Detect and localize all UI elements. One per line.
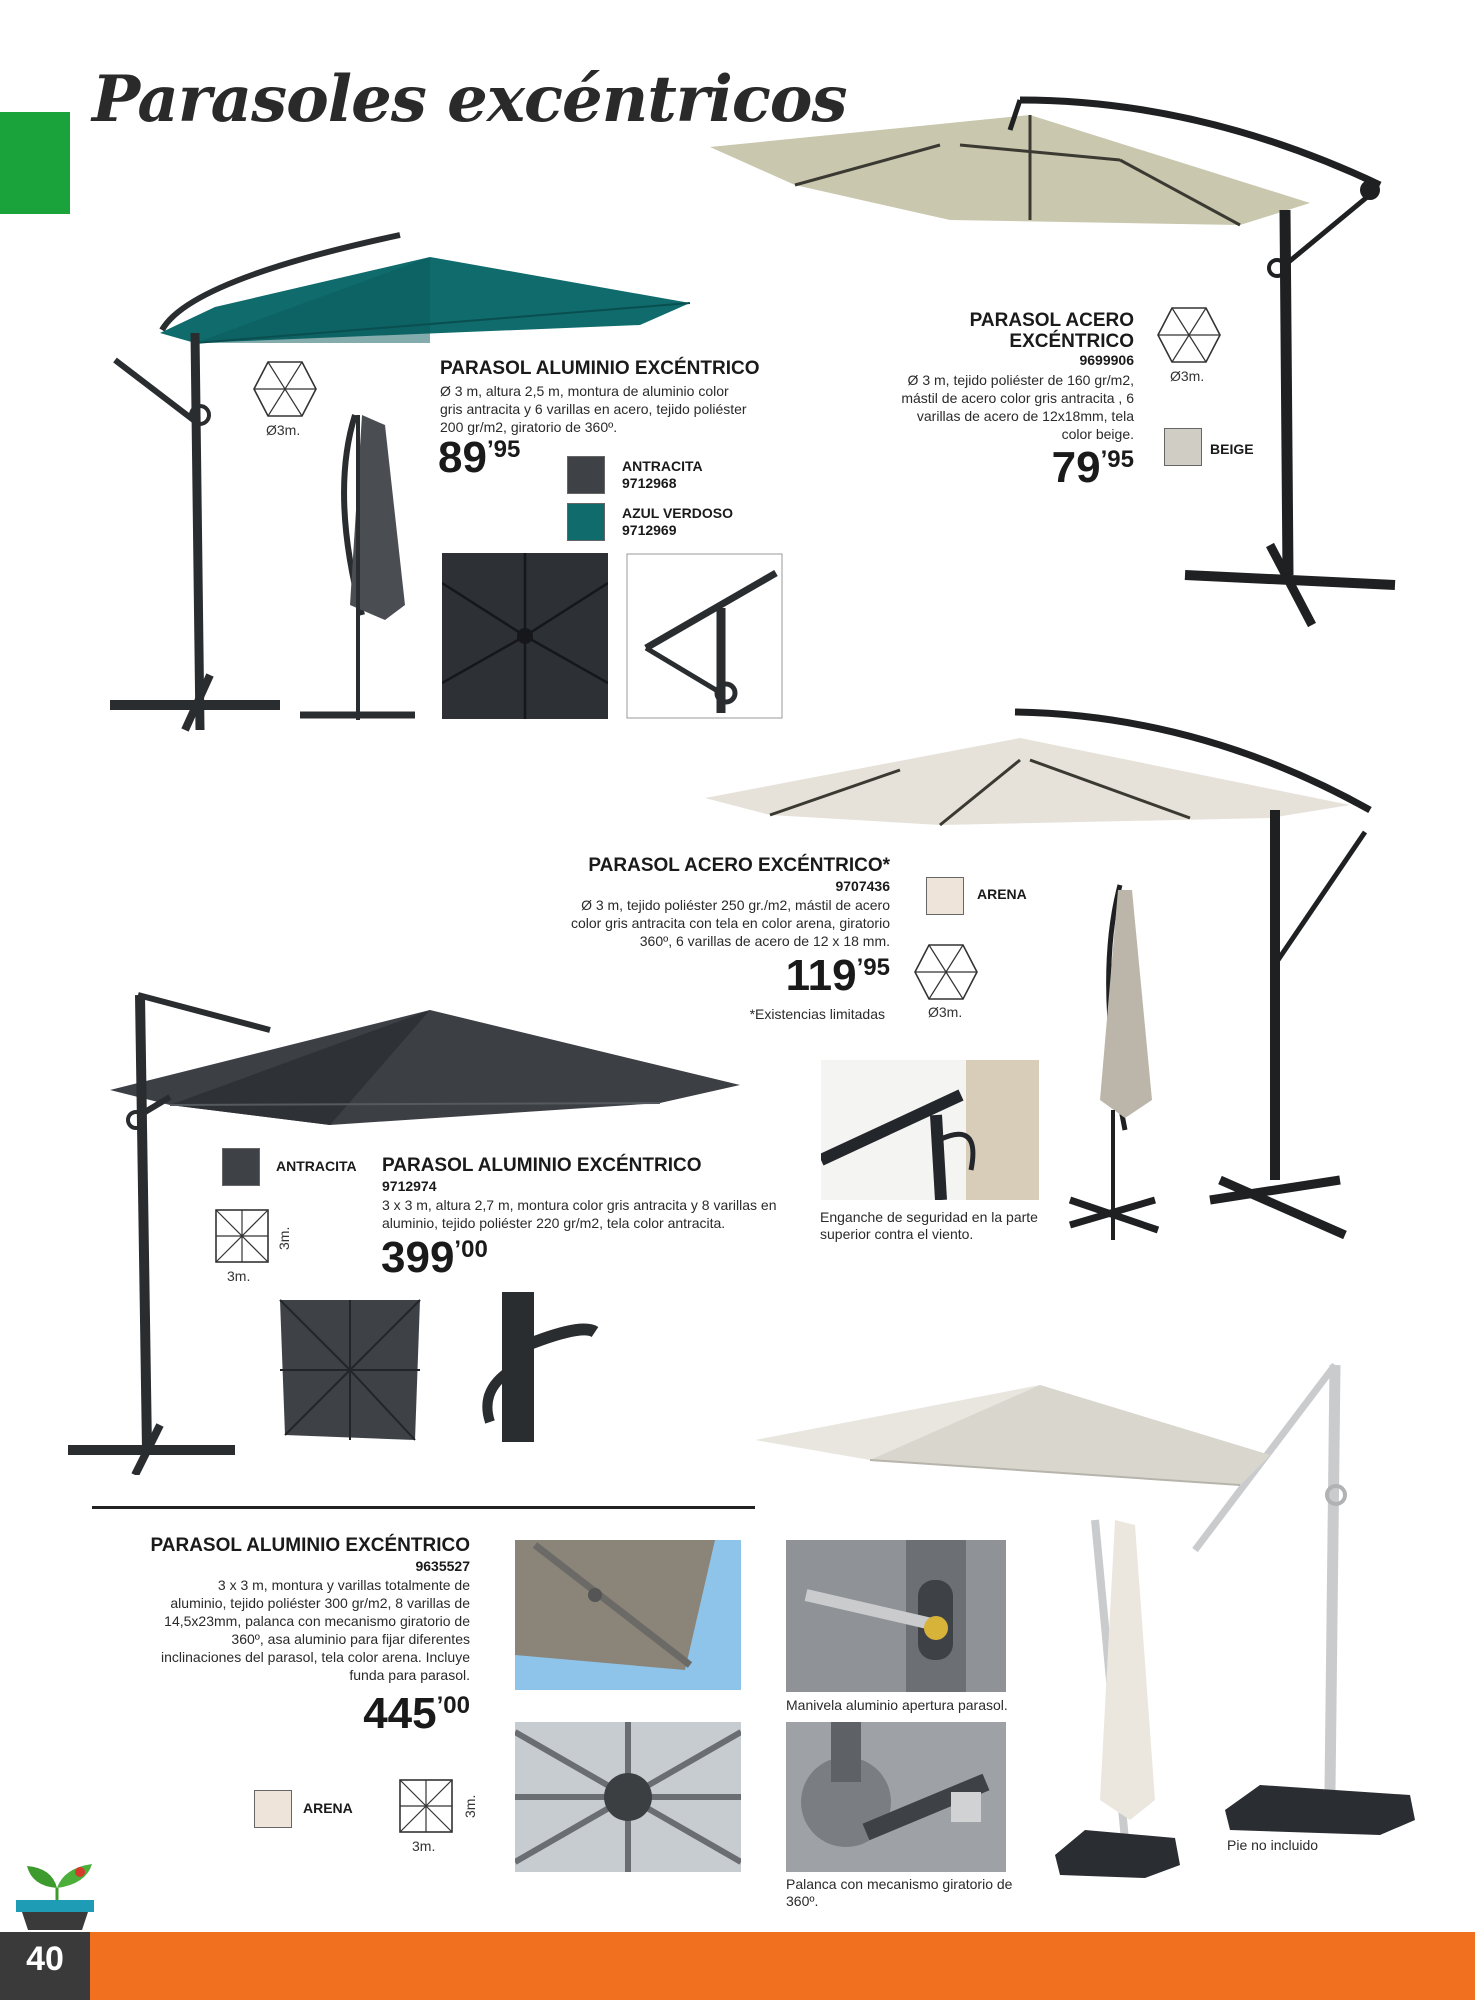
- hexagon-size-icon: [1156, 306, 1222, 364]
- swatch-azul-verdoso: [567, 503, 605, 541]
- lever-caption: Palanca con mecanismo giratorio de 360º.: [786, 1876, 1013, 1909]
- size-width-label: 3m.: [227, 1268, 251, 1284]
- product-description: 3 x 3 m, altura 2,7 m, montura color gris antracita y 8 varillas en aluminio, tejido poliéster 220 gr/m2, tela color antracita.: [382, 1197, 777, 1231]
- variant-label: BEIGE: [1210, 441, 1254, 457]
- product-price: $79^{’95}$: [1051, 443, 1134, 492]
- product-name: PARASOL ACERO EXCÉNTRICO*: [588, 855, 890, 876]
- variant-label: ANTRACITA: [276, 1158, 357, 1174]
- variant-label: ARENA: [303, 1800, 353, 1816]
- arena-square-umbrella-image: [750, 1360, 1450, 1900]
- variant-label: AZUL VERDOSO 9712969: [622, 505, 733, 538]
- size-height-label: 3m.: [462, 1794, 478, 1818]
- footer-bar: [0, 1932, 1475, 2000]
- swatch-antracita: [222, 1148, 260, 1186]
- square-size-icon: [398, 1778, 454, 1834]
- hexagon-size-icon: [252, 360, 318, 418]
- product-description: Ø 3 m, altura 2,5 m, montura de aluminio color gris antracita y 6 varillas en acero, tejido poliéster 200 gr/m2, giratorio de 360º.: [440, 383, 747, 435]
- square-canopy-top-photo: [275, 1295, 425, 1445]
- stock-note: *Existencias limitadas: [749, 1006, 885, 1022]
- product-price: $445^{’00}$: [363, 1689, 470, 1738]
- product-name: PARASOL ALUMINIO EXCÉNTRICO: [440, 358, 760, 379]
- square-size-icon: [214, 1208, 270, 1264]
- section-divider: [92, 1506, 755, 1509]
- canopy-underside-photo: [442, 553, 608, 719]
- product-description: 3 x 3 m, montura y varillas totalmente de aluminio, tejido poliéster 300 gr/m2, 8 varillas de 14,5x23mm, palanca con mecanismo giratorio de 360º, asa aluminio para fijar diferentes inclinaciones del parasol, tela color arena. Incluye funda para parasol.: [161, 1577, 470, 1683]
- size-label: Ø3m.: [266, 422, 301, 438]
- size-width-label: 3m.: [412, 1838, 436, 1854]
- hub-underside-photo: [515, 1722, 741, 1872]
- variant-label: ANTRACITA 9712968: [622, 458, 703, 491]
- variant-label: ARENA: [977, 886, 1027, 902]
- product-price: $119^{’95}$: [785, 951, 890, 1000]
- crank-handle-photo: [480, 1292, 600, 1442]
- product-ref: 9712974: [382, 1178, 437, 1194]
- canopy-sky-photo: [515, 1540, 741, 1690]
- beige-umbrella-image: [700, 85, 1400, 635]
- safety-hook-photo: [821, 1060, 1039, 1200]
- plant-pot-logo: [12, 1858, 98, 1930]
- hexagon-size-icon: [913, 943, 979, 1001]
- product-price: $89^{’95}$: [438, 433, 521, 482]
- page-number: 40: [26, 1940, 64, 1978]
- swatch-arena: [254, 1790, 292, 1828]
- product-description: Ø 3 m, tejido poliéster de 160 gr/m2, mástil de acero color gris antracita , 6 varillas de acero de 12x18mm, tela color beige.: [901, 372, 1134, 442]
- detail-caption: Enganche de seguridad en la parte superior contra el viento.: [820, 1209, 1038, 1242]
- product-name: PARASOL ALUMINIO EXCÉNTRICO: [382, 1155, 702, 1176]
- product-price: $399^{’00}$: [381, 1233, 488, 1282]
- size-height-label: 3m.: [276, 1226, 292, 1250]
- swatch-arena: [926, 877, 964, 915]
- product-description: Ø 3 m, tejido poliéster 250 gr./m2, mástil de acero color gris antracita con tela en color arena, giratorio 360º, 6 varillas de acero de 12 x 18 mm.: [570, 897, 890, 949]
- product-name: PARASOL ACERO EXCÉNTRICO: [969, 310, 1134, 352]
- crank-caption: Manivela aluminio apertura parasol.: [786, 1697, 1008, 1713]
- base-caption: Pie no incluido: [1227, 1837, 1319, 1853]
- accent-tab: [0, 112, 70, 214]
- size-label: Ø3m.: [1170, 368, 1205, 384]
- product-ref: 9707436: [835, 878, 890, 894]
- size-label: Ø3m.: [928, 1004, 963, 1020]
- page-title: Parasoles excéntricos: [92, 62, 847, 137]
- swatch-beige: [1164, 428, 1202, 466]
- product-name: PARASOL ALUMINIO EXCÉNTRICO: [150, 1535, 470, 1556]
- product-ref: 9699906: [1079, 352, 1134, 368]
- product-ref: 9635527: [415, 1558, 470, 1574]
- swatch-antracita: [567, 456, 605, 494]
